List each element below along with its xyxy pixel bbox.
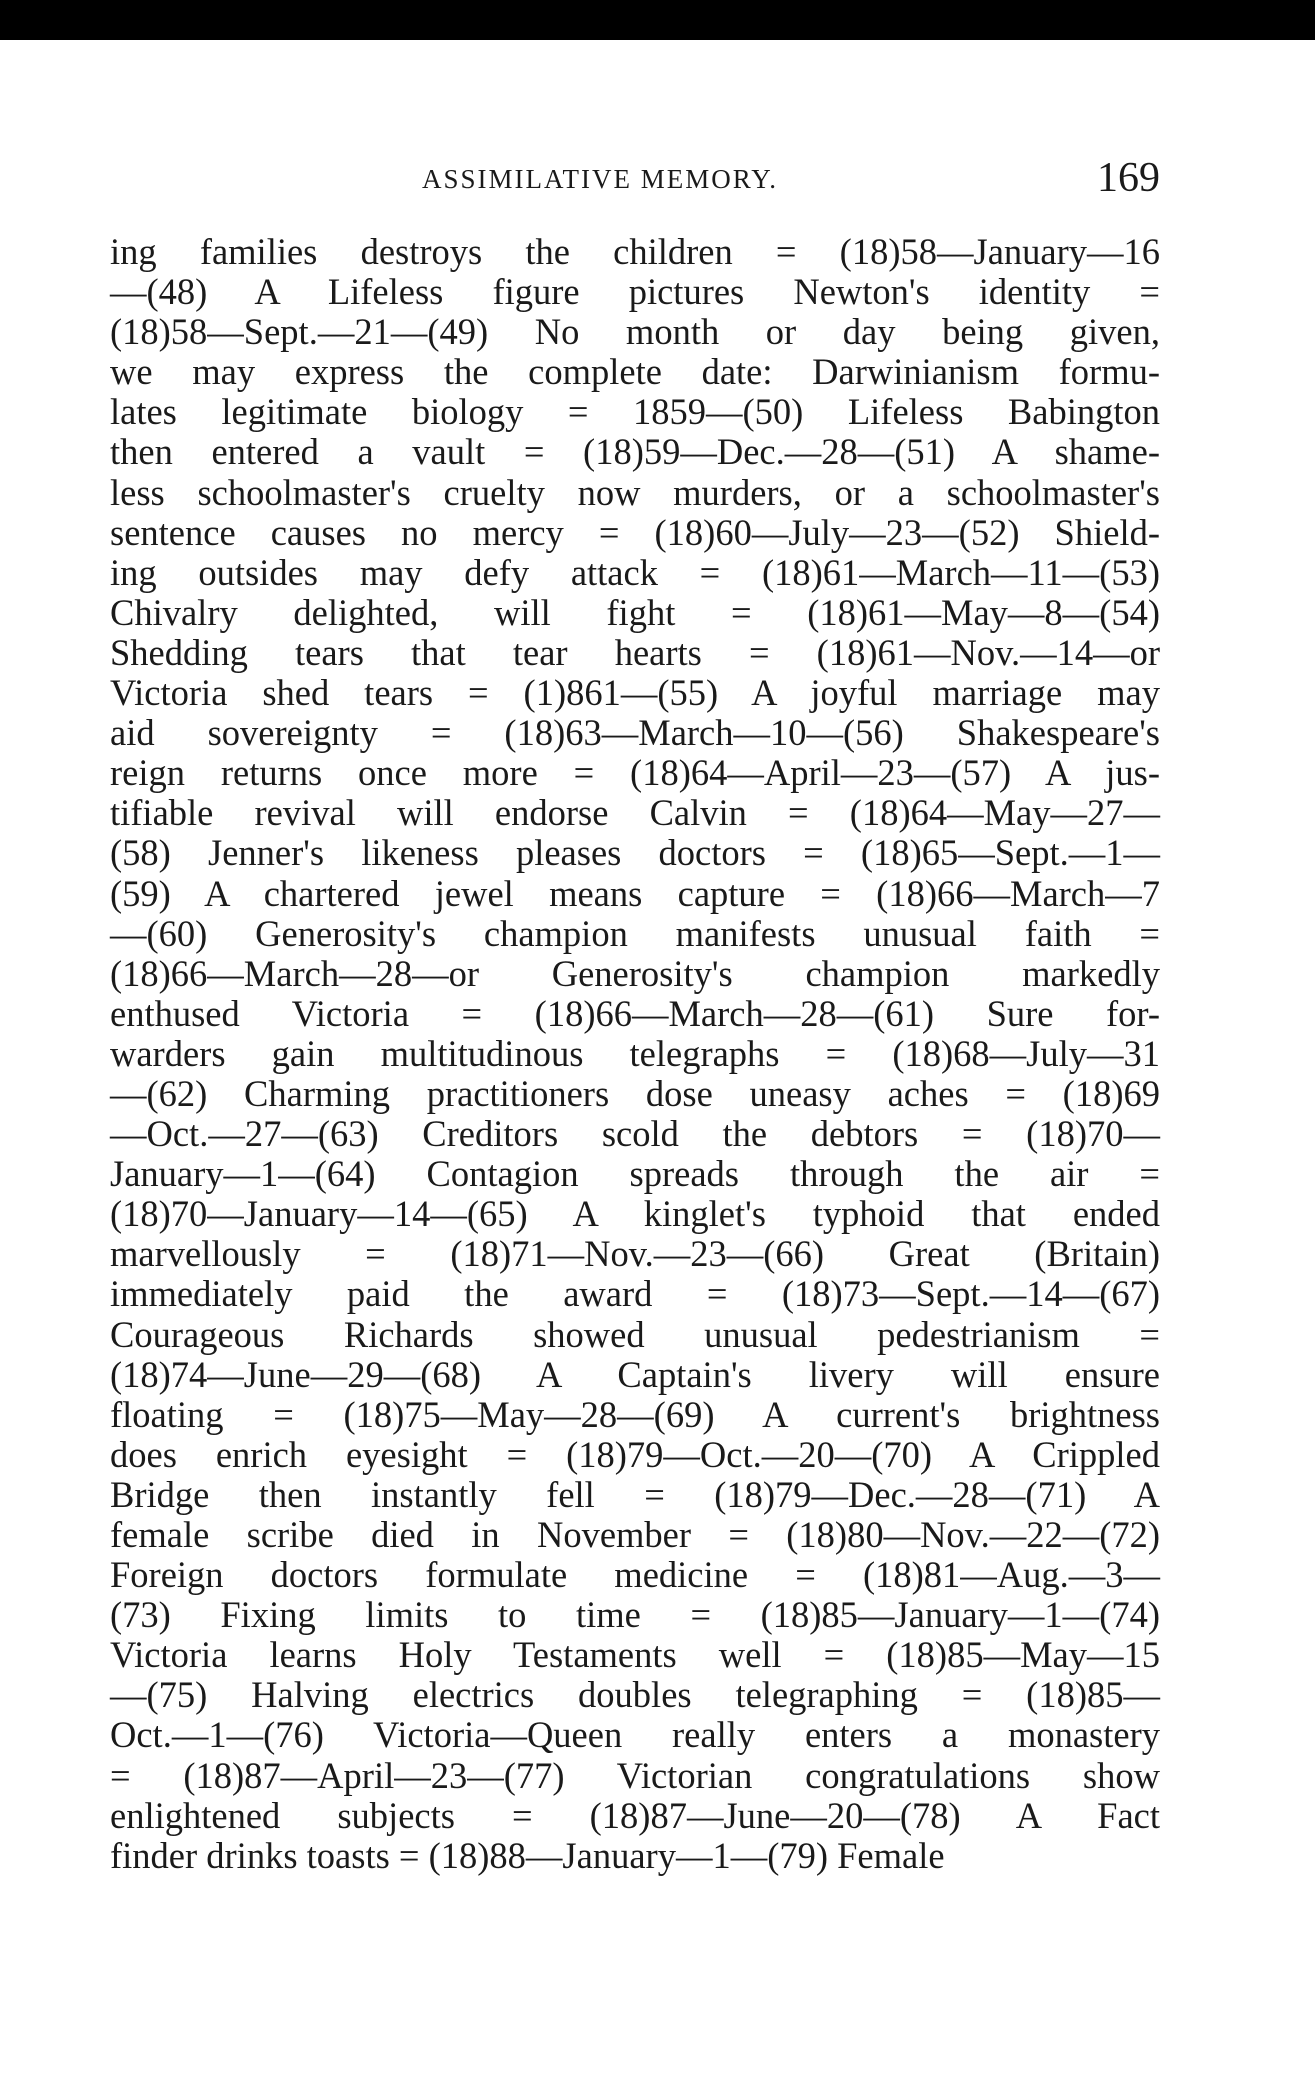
page-header — [110, 155, 1160, 208]
text-line: —(48) A Lifeless figure pictures Newton's identity = — [110, 271, 1160, 313]
text-line: ing outsides may defy attack = (18)61—March—11—(53) — [110, 551, 1160, 593]
running-title: ASSIMILATIVE MEMORY. — [422, 164, 779, 194]
text-line: —Oct.—27—(63) Creditors scold the debtors = (18)70— — [110, 1113, 1160, 1155]
text-line: less schoolmaster's cruelty now murders, or a schoolmaster's — [110, 471, 1160, 513]
text-line: marvellously = (18)71—Nov.—23—(66) Great (Britain) — [110, 1233, 1160, 1275]
text-line: Courageous Richards showed unusual pedestrianism = — [110, 1313, 1160, 1355]
text-line: floating = (18)75—May—28—(69) A current's brightness — [110, 1393, 1160, 1435]
text-line: (59) A chartered jewel means capture = (18)66—March—7 — [110, 872, 1160, 914]
text-line: Shedding tears that tear hearts = (18)61—Nov.—14—or — [110, 631, 1160, 673]
text-line: Victoria learns Holy Testaments well = (18)85—May—15 — [110, 1634, 1160, 1676]
text-line: tifiable revival will endorse Calvin = (18)64—May—27— — [110, 792, 1160, 834]
text-line: enlightened subjects = (18)87—June—20—(78) A Fact — [110, 1794, 1160, 1836]
text-line: reign returns once more = (18)64—April—23—(57) A jus- — [110, 752, 1160, 794]
text-line: (18)58—Sept.—21—(49) No month or day being given, — [110, 311, 1160, 353]
text-line: finder drinks toasts = (18)88—January—1—(79) Female — [110, 1834, 945, 1876]
text-line: Chivalry delighted, will fight = (18)61—May—8—(54) — [110, 591, 1160, 633]
text-line: lates legitimate biology = 1859—(50) Lifeless Babington — [110, 391, 1160, 433]
text-line: Bridge then instantly fell = (18)79—Dec.—28—(71) A — [110, 1473, 1160, 1515]
text-line: ing families destroys the children = (18)58—January—16 — [110, 231, 1160, 272]
body-text — [110, 232, 1160, 1876]
text-line: enthused Victoria = (18)66—March—28—(61) Sure for- — [110, 992, 1160, 1034]
top-scan-border — [0, 0, 1315, 40]
text-line: warders gain multitudinous telegraphs = (18)68—July—31 — [110, 1032, 1160, 1074]
text-line: then entered a vault = (18)59—Dec.—28—(51) A shame- — [110, 431, 1160, 473]
text-line: (18)74—June—29—(68) A Captain's livery will ensure — [110, 1353, 1160, 1395]
text-line: we may express the complete date: Darwinianism formu- — [110, 351, 1160, 393]
text-line: —(75) Halving electrics doubles telegraphing = (18)85— — [110, 1674, 1160, 1716]
page-number: 169 — [1097, 155, 1160, 201]
text-line: (18)70—January—14—(65) A kinglet's typhoid that ended — [110, 1193, 1160, 1235]
text-line: —(60) Generosity's champion manifests unusual faith = — [110, 912, 1160, 954]
text-line: January—1—(64) Contagion spreads through the air = — [110, 1153, 1160, 1195]
text-line: female scribe died in November = (18)80—Nov.—22—(72) — [110, 1514, 1160, 1555]
text-line: aid sovereignty = (18)63—March—10—(56) Shakespeare's — [110, 712, 1160, 754]
text-line: (73) Fixing limits to time = (18)85—January—1—(74) — [110, 1594, 1160, 1636]
text-line: (58) Jenner's likeness pleases doctors = (18)65—Sept.—1— — [110, 832, 1160, 874]
text-line: immediately paid the award = (18)73—Sept.—14—(67) — [110, 1273, 1160, 1315]
text-line: does enrich eyesight = (18)79—Oct.—20—(70) A Crippled — [110, 1433, 1160, 1475]
text-line: Oct.—1—(76) Victoria—Queen really enters a monastery — [110, 1714, 1160, 1756]
text-line: sentence causes no mercy = (18)60—July—23—(52) Shield- — [110, 511, 1160, 553]
text-line: —(62) Charming practitioners dose uneasy aches = (18)69 — [110, 1072, 1160, 1114]
text-line: Foreign doctors formulate medicine = (18)81—Aug.—3— — [110, 1554, 1160, 1596]
text-line: (18)66—March—28—or Generosity's champion markedly — [110, 952, 1160, 994]
text-line: = (18)87—April—23—(77) Victorian congratulations show — [110, 1754, 1160, 1796]
text-line: Victoria shed tears = (1)861—(55) A joyful marriage may — [110, 672, 1160, 714]
